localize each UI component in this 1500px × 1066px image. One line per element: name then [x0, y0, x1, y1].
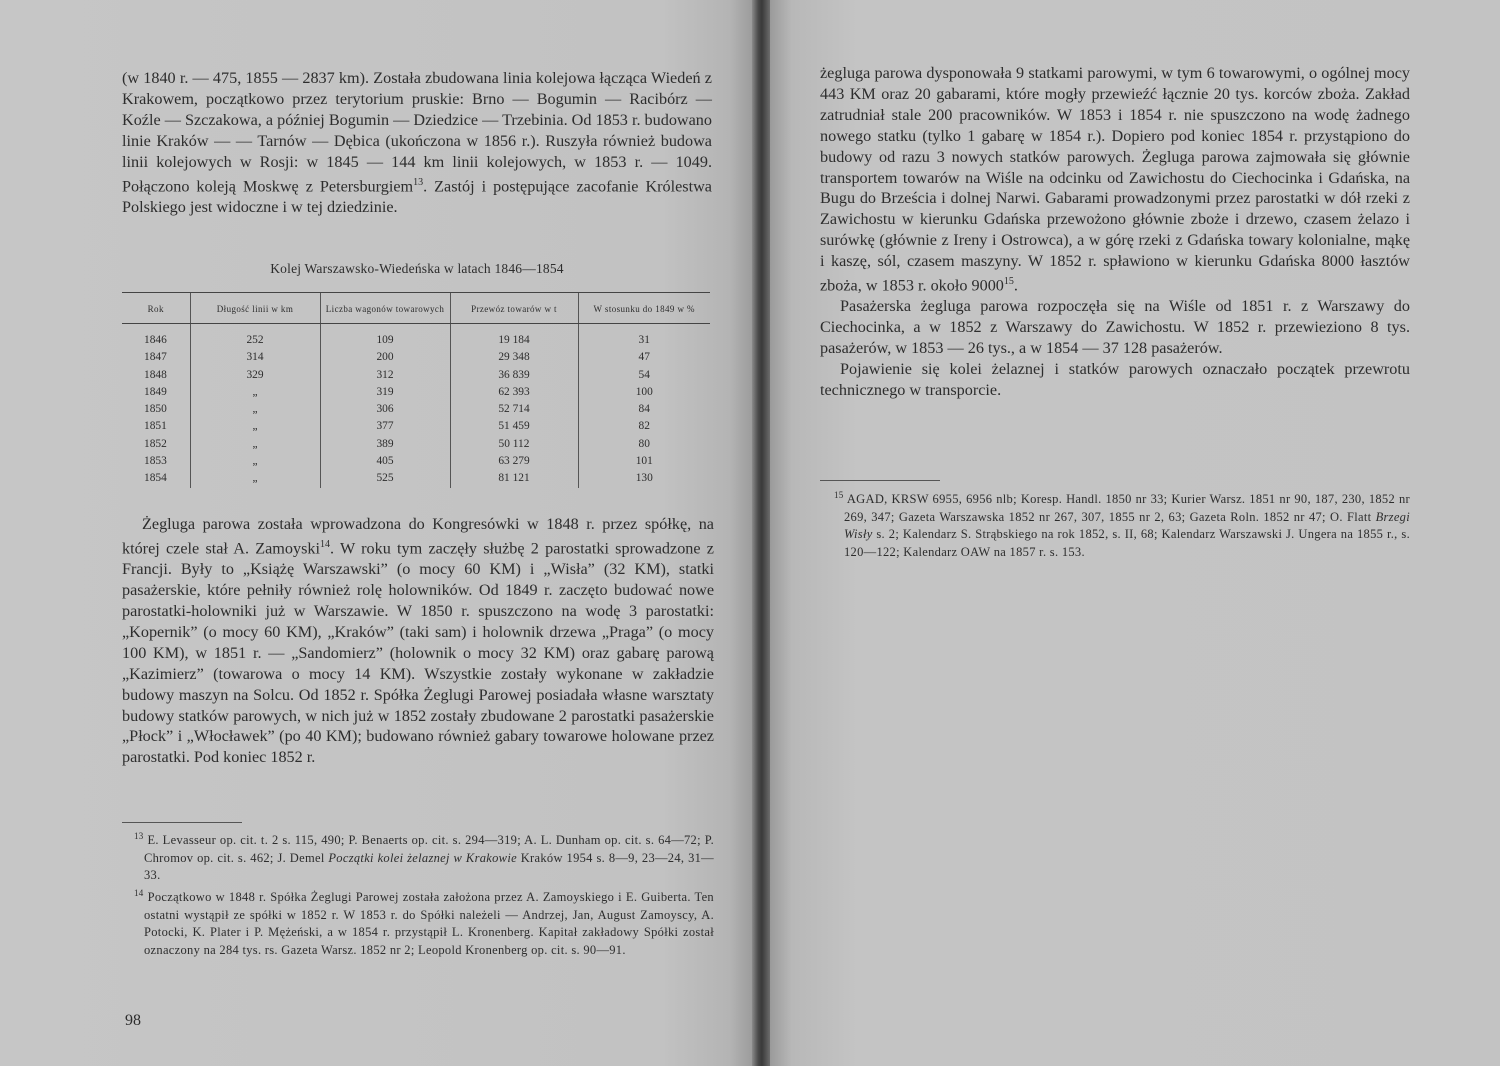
- table-cell: 314: [190, 349, 320, 366]
- table-cell: 1853: [144, 455, 167, 468]
- footnote-number: 14: [134, 887, 144, 898]
- table-row: [122, 453, 710, 470]
- page-number: 98: [125, 1012, 141, 1029]
- railway-table: [122, 292, 710, 488]
- footnote-title: Brzegi Wisły: [844, 509, 1410, 542]
- left-footnotes: [122, 828, 714, 959]
- footnote-number: 15: [834, 490, 844, 500]
- footnote-text: AGAD, KRSW 6955, 6956 nlb; Koresp. Handl. 1850 nr 33; Kurier Warsz. 1851 nr 90, 187, 230, 1852 nr 269, 347; Gazeta Warszawska 1852 nr 267, 307, 1855 nr 2, 63; Gazeta Roln. 1852 nr 47; O. Flatt: [844, 492, 1410, 524]
- table-cell: 81 121: [450, 470, 578, 487]
- table-cell: „: [190, 401, 320, 418]
- table-cell: 200: [320, 349, 450, 366]
- table-title: Kolej Warszawsko-Wiedeńska w latach 1846—1854: [270, 261, 564, 276]
- table-cell: 54: [578, 367, 710, 384]
- table-cell: 84: [578, 401, 710, 418]
- table-cell: 31: [578, 324, 710, 350]
- table-cell: 1849: [144, 385, 167, 398]
- table-header-3: Przewóz towarów w t: [450, 293, 578, 324]
- paragraph-text: Żegluga parowa została wprowadzona do Kongresówki w 1848 r. przez spółkę, na której czele stał A. Zamoyski: [122, 515, 714, 558]
- footnote-title: Początki kolei żelaznej w Krakowie: [328, 850, 517, 865]
- table-cell: 19 184: [450, 324, 578, 350]
- table-row: [122, 349, 710, 366]
- table-cell: 101: [578, 453, 710, 470]
- footnote-rule: [122, 822, 242, 823]
- right-footnotes: [822, 487, 1410, 562]
- table-row: [122, 384, 710, 401]
- table-cell: 329: [190, 367, 320, 384]
- table-header-1: Długość linii w km: [190, 293, 320, 324]
- table-cell: 405: [320, 453, 450, 470]
- table-header-2: Liczba wagonów towarowych: [320, 293, 450, 324]
- table-cell: 1852: [144, 437, 167, 450]
- table-cell: 62 393: [450, 384, 578, 401]
- right-paragraph-1: [820, 63, 1410, 296]
- footnote-ref-15: 15: [1003, 276, 1014, 288]
- table-cell: 52 714: [450, 401, 578, 418]
- table-cell: „: [190, 470, 320, 487]
- paragraph-text: żegluga parowa dysponowała 9 statkami parowymi, w tym 6 towarowymi, o ogólnej mocy 443 KM oraz 20 gabarami, które mogły przewieźć łącznie 20 tys. korców zboża. Zakład zatrudniał stale 200 pracowników. W 1853 i 1854 r. nie spuszczono na wodę żadnego nowego statku (tylko 1 gabarę w 1854 r.). Dopiero pod koniec 1854 r. przystąpiono do budowy od razu 3 nowych statków parowych. Żegluga parowa zajmowała się głównie transportem towarów na Wiśle na odcinku od Zawichostu do Ciechocinka i Gdańska, na Bugu do Brześcia i dolnej Narwi. Gabarami prowadzonymi przez parostatki w dół rzeki z Zawichostu w kierunku Gdańska przewożono głównie zboże i drzewo, czasem żelazo i surówkę (głównie z Ireny i Ostrowca), a w górę rzeki z Gdańska towary kolonialne, mąkę i kaszę, sól, czasem maszyny. W 1852 r. spławiono w kierunku Gdańska 8000 łasztów zboża, w 1853 r. około 9000: [820, 64, 1410, 295]
- table-cell: 51 459: [450, 418, 578, 435]
- table-cell: 1854: [144, 472, 167, 485]
- table-cell: 306: [320, 401, 450, 418]
- footnote-text: E. Levasseur op. cit. t. 2 s. 115, 490; P. Benaerts op. cit. s. 294—319; A. L. Dunham op. cit. s. 64—72; P. Chromov op. cit. s. 462; J. Demel: [144, 833, 714, 865]
- table-cell: 1850: [144, 403, 167, 416]
- table-cell: 50 112: [450, 436, 578, 453]
- table-header-0: Rok: [122, 293, 190, 324]
- table-cell: 47: [578, 349, 710, 366]
- table-header-4: W stosunku do 1849 w %: [578, 293, 710, 324]
- table-cell: „: [190, 418, 320, 435]
- table-cell: 80: [578, 436, 710, 453]
- footnote-text-end: s. 2; Kalendarz S. Strąbskiego na rok 1852, s. II, 68; Kalendarz Warszawski J. Ungera na 1855 r., s. 120—122; Kalendarz OAW na 1857 r. s. 153.: [844, 527, 1410, 559]
- paragraph-text-end: . W roku tym zaczęły służbę 2 parostatki sprowadzone z Francji. Były to „Książę Warszawski” (o mocy 60 KM) i „Wisła” (32 KM), statki pasażerskie, które pełniły również rolę holowników. Od 1849 r. zaczęto budować nowe parostatki-holowniki już w Warszawie. W 1850 r. spuszczono na wodę 3 parostatki: „Kopernik” (o mocy 60 KM), „Kraków” (taki sam) i holownik drzewa „Praga” (o mocy 100 KM), w 1851 r. — „Sandomierz” (holownik o mocy 32 KM) oraz gabarę parową „Kazimierz” (towarowa o mocy 14 KM). Wszystkie zostały wykonane w zakładzie budowy maszyn na Solcu. Od 1852 r. Spółka Żeglugi Parowej posiadała własne warsztaty budowy statków parowych, w nich już w 1852 zostały zbudowane 2 parostatki pasażerskie „Płock” i „Włocławek” (po 40 KM); budowano również gabary towarowe holowane przez parostatki. Pod koniec 1852 r.: [122, 539, 714, 767]
- table-header-row: [122, 293, 710, 324]
- right-paragraph-2: Pasażerska żegluga parowa rozpoczęła się na Wiśle od 1851 r. z Warszawy do Ciechocinka, a w 1852 z Warszawy do Zawichostu. W 1852 r. przewieziono 8 tys. pasażerów, w 1853 — 26 tys., a w 1854 — 37 128 pasażerów.: [820, 297, 1410, 358]
- book-gutter: [752, 0, 770, 1066]
- table-cell: 1846: [144, 334, 167, 346]
- table-row: [122, 436, 710, 453]
- right-text: [820, 63, 1410, 401]
- left-paragraph-1: [122, 68, 712, 218]
- footnote-text-end: Kraków 1954 s. 8—9, 23—24, 31—33.: [144, 850, 714, 883]
- table-cell: 130: [578, 470, 710, 487]
- table-row: [122, 418, 710, 435]
- table-cell: 1847: [144, 351, 167, 364]
- table-cell: 312: [320, 367, 450, 384]
- right-paragraph-3: Pojawienie się kolei żelaznej i statków parowych oznaczało początek przewrotu technicznego w transporcie.: [820, 360, 1410, 399]
- table-cell: 252: [190, 324, 320, 350]
- table-cell: 525: [320, 470, 450, 487]
- footnote-14: [122, 885, 714, 960]
- table-cell: „: [190, 453, 320, 470]
- table-cell: „: [190, 384, 320, 401]
- footnote-ref-13: 13: [413, 176, 424, 188]
- table-row: [122, 367, 710, 384]
- table-cell: 1851: [144, 420, 167, 433]
- footnote-15: [822, 487, 1410, 562]
- table-cell: 36 839: [450, 367, 578, 384]
- table-cell: 319: [320, 384, 450, 401]
- footnote-rule: [820, 480, 940, 481]
- left-paragraph-2: [122, 514, 714, 768]
- table-cell: 389: [320, 436, 450, 453]
- paragraph-text-end: . Zastój i postępujące zacofanie Królestwa Polskiego jest widoczne i w tej dziedzinie.: [122, 176, 712, 216]
- table-cell: 377: [320, 418, 450, 435]
- footnote-number: 13: [134, 831, 144, 841]
- footnote-text: Początkowo w 1848 r. Spółka Żeglugi Parowej została założona przez A. Zamoyskiego i E. Guiberta. Ten ostatni wystąpił ze spółki w 1852 r. W 1853 r. do Spółki należeli — Andrzej, Jan, August Zamoyscy, A. Potocki, K. Plater i P. Mężeński, a w 1854 r. przystąpił L. Kronenberg. Kapitał zakładowy Spółki został oznaczony na 284 tys. rs. Gazeta Warsz. 1852 nr 2; Leopold Kronenberg op. cit. s. 90—91.: [144, 890, 714, 957]
- table-cell: 109: [320, 324, 450, 350]
- table-cell: „: [190, 436, 320, 453]
- table-cell: 1848: [144, 368, 167, 381]
- footnote-ref-14: 14: [319, 538, 330, 550]
- table-cell: 82: [578, 418, 710, 435]
- table-row: [122, 470, 710, 487]
- paragraph-text: (w 1840 r. — 475, 1855 — 2837 km). Została zbudowana linia kolejowa łącząca Wiedeń z Krakowem, początkowo przez terytorium pruskie: Brno — Bogumin — Racibórz — Koźle — Szczakowa, a później Bogumin — Dziedzice — Trzebinia. Od 1853 r. budowano linie Kraków — — Tarnów — Dębica (ukończona w 1856 r.). Ruszyła również budowa linii kolejowych w Rosji: w 1845 — 144 km linii kolejowych, w 1853 r. — 1049. Połączono koleją Moskwę z Petersburgiem: [122, 69, 712, 195]
- table-row: [122, 401, 710, 418]
- table-cell: 29 348: [450, 349, 578, 366]
- footnote-13: [122, 828, 714, 885]
- table-body: [122, 324, 710, 488]
- table-cell: 63 279: [450, 453, 578, 470]
- table-cell: 100: [578, 384, 710, 401]
- table-row: [122, 324, 710, 350]
- paragraph-text-end: .: [1013, 276, 1018, 295]
